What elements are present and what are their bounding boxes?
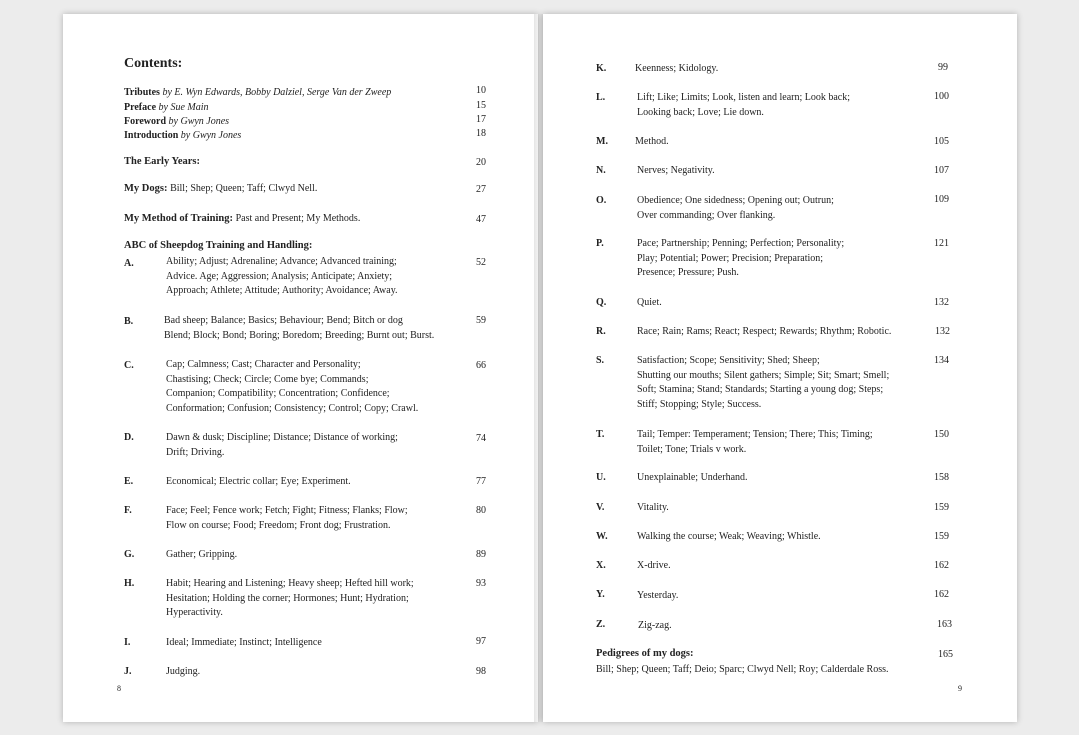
topic-line: Chastising; Check; Circle; Come bye; Commands;: [166, 373, 369, 385]
topic-line: Lift; Like; Limits; Look, listen and learn; Look back;: [637, 92, 851, 103]
entry-letter: J.: [124, 666, 132, 677]
topic-line: Quiet.: [637, 297, 662, 308]
topic-line: Unexplainable; Underhand.: [637, 472, 748, 483]
contents-title: Contents:: [124, 56, 183, 71]
topic-line: Vitality.: [637, 502, 669, 513]
page-number-right: 9: [958, 684, 962, 693]
page-ref: 10: [476, 85, 486, 96]
entry-topics: [637, 471, 748, 486]
entry-letter: C.: [124, 360, 134, 371]
front-by: by Gwyn Jones: [168, 116, 230, 127]
section-pedigrees: Pedigrees of my dogs:: [596, 648, 694, 659]
entry-topics: [637, 428, 873, 457]
section-my-method: [124, 213, 360, 224]
topic-line: Hesitation; Holding the corner; Hormones; Hunt; Hydration;: [166, 592, 409, 604]
entry-letter: Y.: [596, 589, 605, 600]
page-ref: 99: [938, 62, 948, 73]
page-ref: 27: [476, 184, 486, 195]
entry-topics: [637, 325, 891, 340]
entry-letter: T.: [596, 429, 605, 440]
entry-topics: [166, 475, 351, 490]
page-ref: 77: [476, 476, 486, 487]
topic-line: Play; Potential; Power; Precision; Preparation;: [637, 252, 824, 264]
section-early-years: The Early Years:: [124, 156, 201, 167]
entry-topics: [637, 559, 671, 574]
page-ref: 159: [934, 502, 949, 513]
entry-topics: [637, 164, 715, 179]
topic-line: Keenness; Kidology.: [635, 63, 719, 74]
page-ref: 97: [476, 636, 486, 647]
page-ref: 47: [476, 214, 486, 225]
topic-line: Flow on course; Food; Freedom; Front dog; Frustration.: [166, 519, 391, 531]
entry-topics: [637, 354, 889, 412]
topic-line: Zig-zag.: [638, 620, 672, 631]
page-ref: 134: [934, 355, 949, 366]
entry-letter: K.: [596, 63, 607, 74]
entry-letter: E.: [124, 476, 134, 487]
topic-line: Over commanding; Over flanking.: [637, 209, 776, 221]
page-ref: 59: [476, 315, 486, 326]
entry-topics: [637, 194, 834, 223]
page-number-left: 8: [117, 684, 121, 693]
topic-line: Method.: [635, 136, 669, 147]
section-my-dogs: [124, 183, 317, 194]
entry-letter: L.: [596, 92, 606, 103]
topic-line: Economical; Electric collar; Eye; Experiment.: [166, 476, 351, 487]
topic-line: Tail; Temper: Temperament; Tension; There; This; Timing;: [637, 429, 873, 440]
page-ref: 15: [476, 100, 486, 111]
right-page: [543, 14, 1017, 722]
page-ref: 105: [934, 136, 949, 147]
entry-letter: B.: [124, 316, 134, 327]
entry-letter: D.: [124, 432, 134, 443]
topic-line: Habit; Hearing and Listening; Heavy sheep; Hefted hill work;: [166, 578, 414, 589]
topic-line: Hyperactivity.: [166, 607, 223, 619]
entry-topics: [637, 501, 669, 516]
page-ref: 17: [476, 114, 486, 125]
page-ref: 159: [934, 531, 949, 542]
topic-line: Satisfaction; Scope; Sensitivity; Shed; Sheep;: [637, 355, 820, 366]
topic-line: Yesterday.: [637, 590, 679, 601]
page-ref: 66: [476, 360, 486, 371]
topic-line: Pace; Partnership; Penning; Perfection; Personality;: [637, 238, 845, 249]
topic-line: Obedience; One sidedness; Opening out; Outrun;: [637, 195, 834, 206]
front-label: Introduction: [124, 130, 179, 141]
front-by: by Sue Main: [158, 102, 209, 113]
front-label: Foreword: [124, 116, 167, 127]
topic-line: Stiff; Stopping; Style; Success.: [637, 398, 762, 410]
topic-line: Companion; Compatibility; Concentration; Confidence;: [166, 388, 390, 400]
entry-letter: W.: [596, 531, 608, 542]
page-ref: 132: [934, 297, 949, 308]
section-label: My Method of Training:: [124, 213, 233, 224]
entry-topics: [166, 636, 322, 651]
entry-topics: [166, 255, 398, 299]
section-abc-heading: ABC of Sheepdog Training and Handling:: [124, 240, 313, 251]
entry-topics: [638, 619, 672, 634]
page-ref: 107: [934, 165, 949, 176]
section-detail: Bill; Shep; Queen; Taff; Clwyd Nell.: [170, 183, 318, 194]
entry-letter: N.: [596, 165, 606, 176]
entry-letter: A.: [124, 258, 134, 269]
entry-letter: I.: [124, 637, 131, 648]
topic-line: Presence; Pressure; Push.: [637, 267, 739, 279]
front-matter-introduction: [124, 128, 241, 143]
entry-topics: [166, 577, 414, 621]
entry-topics: [166, 358, 418, 416]
topic-line: Race; Rain; Rams; React; Respect; Rewards; Rhythm; Robotic.: [637, 326, 892, 337]
front-matter-tributes: [124, 85, 391, 100]
entry-letter: Q.: [596, 297, 607, 308]
entry-topics: [637, 530, 821, 545]
entry-topics: [166, 504, 408, 533]
page-ref: 52: [476, 257, 486, 268]
page-ref: 109: [934, 194, 949, 205]
topic-line: Judging.: [166, 666, 201, 677]
topic-line: X-drive.: [637, 560, 671, 571]
page-ref: 93: [476, 578, 486, 589]
section-detail: Past and Present; My Methods.: [235, 213, 361, 224]
page-ref: 20: [476, 157, 486, 168]
entry-topics: [635, 135, 669, 150]
entry-topics: [166, 665, 200, 680]
section-label: My Dogs:: [124, 183, 168, 194]
topic-line: Dawn & dusk; Discipline; Distance; Distance of working;: [166, 432, 398, 443]
entry-letter: V.: [596, 502, 605, 513]
front-label: Preface: [124, 102, 157, 113]
front-by: by E. Wyn Edwards, Bobby Dalziel, Serge Van der Zweep: [162, 87, 392, 98]
front-by: by Gwyn Jones: [180, 130, 242, 141]
topic-line: Walking the course; Weak; Weaving; Whistle.: [637, 531, 821, 542]
entry-letter: X.: [596, 560, 606, 571]
page-ref: 132: [935, 326, 950, 337]
page-ref: 121: [934, 238, 949, 249]
topic-line: Looking back; Love; Lie down.: [637, 106, 764, 118]
topic-line: Drift; Driving.: [166, 446, 225, 458]
page-ref: 162: [934, 560, 949, 571]
entry-letter: R.: [596, 326, 606, 337]
page-ref: 89: [476, 549, 486, 560]
topic-line: Bad sheep; Balance; Basics; Behaviour; Bend; Bitch or dog: [164, 315, 403, 326]
page-ref: 80: [476, 505, 486, 516]
topic-line: Conformation; Confusion; Consistency; Control; Copy; Crawl.: [166, 402, 419, 414]
left-page: [63, 14, 538, 722]
page-ref: 162: [934, 589, 949, 600]
entry-letter: O.: [596, 195, 607, 206]
page-ref: 163: [937, 619, 952, 630]
page-ref: 150: [934, 429, 949, 440]
topic-line: Advice. Age; Aggression; Analysis; Anticipate; Anxiety;: [166, 270, 393, 282]
entry-topics: [166, 548, 237, 563]
entry-topics: [166, 431, 398, 460]
entry-topics: [637, 237, 844, 281]
entry-letter: H.: [124, 578, 135, 589]
entry-letter: U.: [596, 472, 606, 483]
topic-line: Gather; Gripping.: [166, 549, 238, 560]
entry-letter: M.: [596, 136, 608, 147]
entry-topics: [164, 314, 434, 343]
entry-letter: G.: [124, 549, 135, 560]
topic-line: Cap; Calmness; Cast; Character and Personality;: [166, 359, 361, 370]
page-ref: 74: [476, 433, 486, 444]
entry-topics: [637, 296, 662, 311]
topic-line: Nerves; Negativity.: [637, 165, 715, 176]
front-label: Tributes: [124, 87, 160, 98]
topic-line: Approach; Athlete; Attitude; Authority; Avoidance; Away.: [166, 285, 398, 297]
topic-line: Shutting our mouths; Silent gathers; Simple; Sit; Smart; Smell;: [637, 369, 890, 381]
entry-letter: S.: [596, 355, 605, 366]
entry-topics: [637, 91, 850, 120]
entry-topics: [635, 62, 718, 77]
page-ref: 98: [476, 666, 486, 677]
topic-line: Toilet; Tone; Trials v work.: [637, 443, 747, 455]
topic-line: Blend; Block; Bond; Boring; Boredom; Breeding; Burnt out; Burst.: [164, 329, 435, 341]
page-ref: 18: [476, 128, 486, 139]
page-ref: 158: [934, 472, 949, 483]
front-matter-foreword: [124, 114, 229, 129]
page-ref: 165: [938, 649, 953, 660]
pedigrees-list: Bill; Shep; Queen; Taff; Deio; Sparc; Clwyd Nell; Roy; Calderdale Ross.: [596, 664, 889, 675]
entry-letter: F.: [124, 505, 132, 516]
entry-letter: P.: [596, 238, 604, 249]
topic-line: Ideal; Immediate; Instinct; Intelligence: [166, 637, 322, 648]
entry-letter: Z.: [596, 619, 606, 630]
front-matter-preface: [124, 100, 209, 115]
topic-line: Soft; Stamina; Stand; Standards; Starting a young dog; Steps;: [637, 384, 884, 396]
page-ref: 100: [934, 91, 949, 102]
topic-line: Face; Feel; Fence work; Fetch; Fight; Fitness; Flanks; Flow;: [166, 505, 408, 516]
topic-line: Ability; Adjust; Adrenaline; Advance; Advanced training;: [166, 256, 397, 267]
entry-topics: [637, 589, 678, 604]
